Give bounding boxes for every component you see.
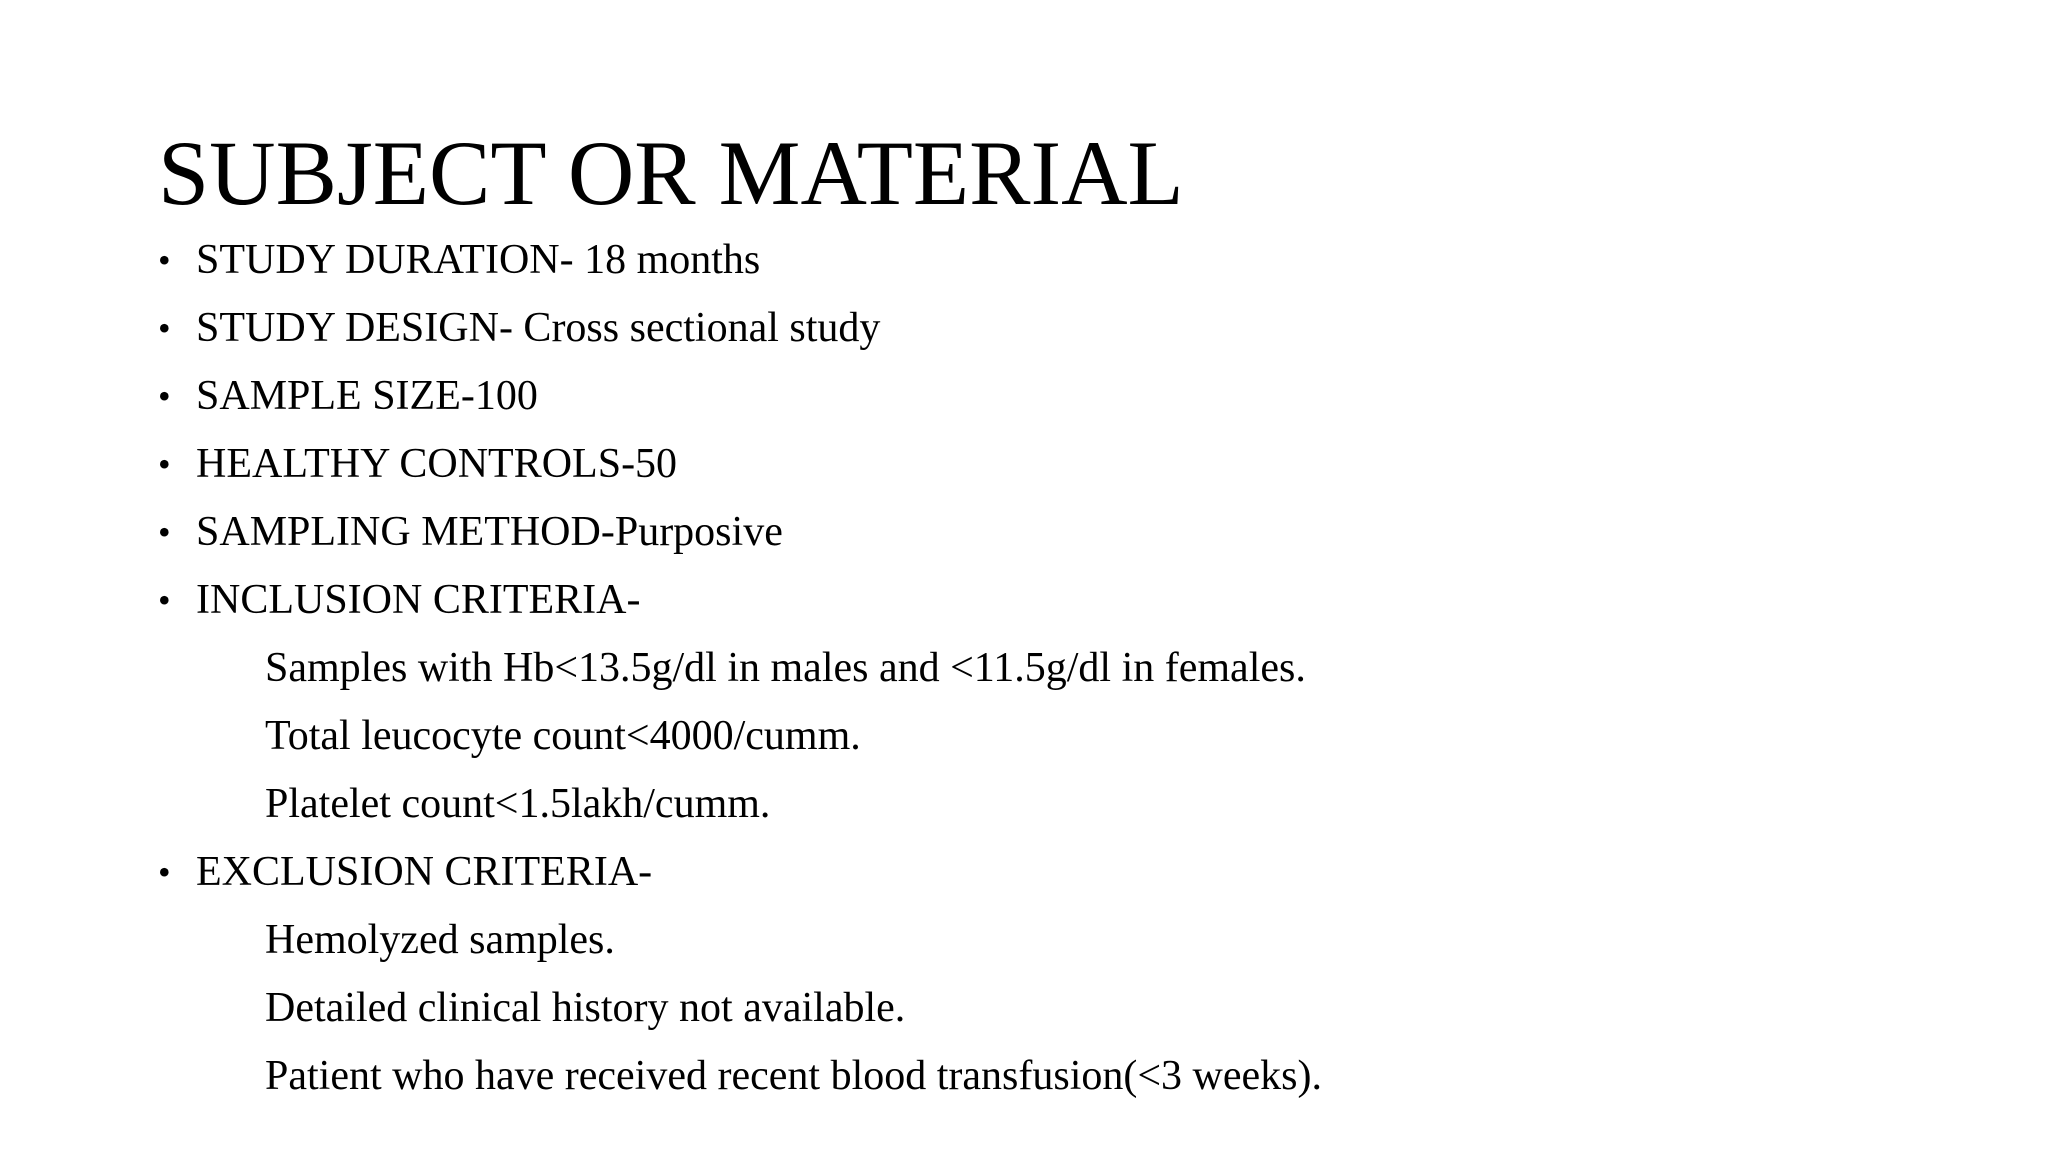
sub-item <box>158 974 1958 1042</box>
bullet-item <box>158 226 1958 294</box>
bullet-icon: • <box>158 852 171 892</box>
bullet-item <box>158 566 1958 634</box>
sub-item-text: Detailed clinical history not available. <box>265 985 906 1031</box>
sub-item-text: Patient who have received recent blood transfusion(<3 weeks). <box>265 1053 1322 1099</box>
bullet-icon: • <box>158 580 171 620</box>
bullet-text: EXCLUSION CRITERIA- <box>196 849 653 895</box>
bullet-text: HEALTHY CONTROLS-50 <box>196 441 678 487</box>
bullet-icon: • <box>158 308 171 348</box>
bullet-icon: • <box>158 240 171 280</box>
bullet-item <box>158 498 1958 566</box>
bullet-icon: • <box>158 444 171 484</box>
bullet-item <box>158 430 1958 498</box>
bullet-item <box>158 294 1958 362</box>
sub-item-text: Samples with Hb<13.5g/dl in males and <11.5g/dl in females. <box>265 645 1306 691</box>
sub-item <box>158 1042 1958 1110</box>
sub-item-text: Hemolyzed samples. <box>265 917 615 963</box>
bullet-text: SAMPLE SIZE-100 <box>196 373 538 419</box>
sub-item <box>158 906 1958 974</box>
sub-item-text: Platelet count<1.5lakh/cumm. <box>265 781 771 827</box>
bullet-icon: • <box>158 376 171 416</box>
slide-title: SUBJECT OR MATERIAL <box>158 122 1184 224</box>
bullet-item <box>158 362 1958 430</box>
bullet-text: INCLUSION CRITERIA- <box>196 577 641 623</box>
bullet-text: SAMPLING METHOD-Purposive <box>196 509 783 555</box>
bullet-text: STUDY DESIGN- Cross sectional study <box>196 305 881 351</box>
slide-content <box>158 226 1958 1110</box>
sub-item-text: Total leucocyte count<4000/cumm. <box>265 713 861 759</box>
bullet-item <box>158 838 1958 906</box>
sub-item <box>158 634 1958 702</box>
sub-item <box>158 770 1958 838</box>
sub-item <box>158 702 1958 770</box>
bullet-text: STUDY DURATION- 18 months <box>196 237 761 283</box>
bullet-icon: • <box>158 512 171 552</box>
